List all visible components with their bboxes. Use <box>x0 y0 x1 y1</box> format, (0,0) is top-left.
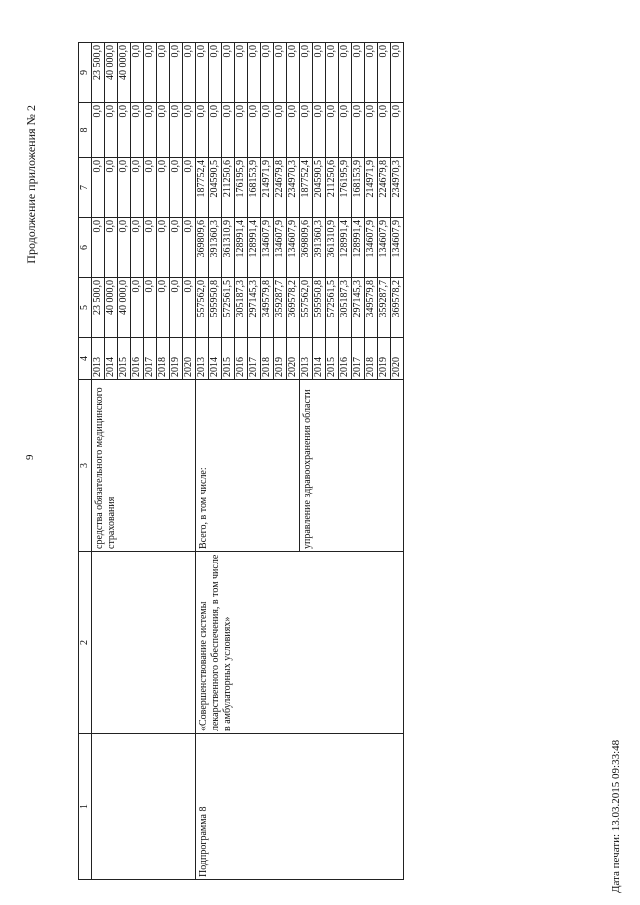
value-cell: 305187,3 <box>235 278 248 338</box>
year-cell: 2013 <box>300 338 313 380</box>
value-cell: 214971,9 <box>365 158 378 218</box>
table-row <box>92 43 105 880</box>
value-cell: 359287,7 <box>378 278 391 338</box>
value-cell: 40 000,0 <box>105 278 118 338</box>
value-cell: 134607,9 <box>261 218 274 278</box>
value-cell: 0,0 <box>339 43 352 103</box>
program-number: Подпрограмма 8 <box>196 734 404 880</box>
value-cell: 595950,8 <box>209 278 222 338</box>
value-cell: 0,0 <box>105 158 118 218</box>
value-cell: 0,0 <box>183 278 196 338</box>
value-cell: 0,0 <box>378 43 391 103</box>
value-cell: 0,0 <box>365 103 378 158</box>
year-cell: 2014 <box>209 338 222 380</box>
value-cell: 0,0 <box>157 158 170 218</box>
budget-table <box>78 42 404 880</box>
total-label: Всего, в том числе: <box>196 380 300 552</box>
year-cell: 2014 <box>105 338 118 380</box>
value-cell: 168153,9 <box>352 158 365 218</box>
value-cell: 211250,6 <box>326 158 339 218</box>
year-cell: 2017 <box>248 338 261 380</box>
value-cell: 134607,9 <box>391 218 404 278</box>
value-cell: 0,0 <box>261 103 274 158</box>
value-cell: 0,0 <box>183 43 196 103</box>
value-cell: 128991,4 <box>248 218 261 278</box>
value-cell: 0,0 <box>326 43 339 103</box>
value-cell: 234970,3 <box>391 158 404 218</box>
column-header-2: 2 <box>79 552 92 734</box>
value-cell: 0,0 <box>157 43 170 103</box>
year-cell: 2018 <box>261 338 274 380</box>
value-cell: 0,0 <box>352 43 365 103</box>
value-cell: 0,0 <box>222 43 235 103</box>
value-cell: 557562,0 <box>196 278 209 338</box>
value-cell: 0,0 <box>391 103 404 158</box>
year-cell: 2015 <box>118 338 131 380</box>
value-cell: 0,0 <box>209 103 222 158</box>
year-cell: 2013 <box>92 338 105 380</box>
value-cell: 0,0 <box>300 103 313 158</box>
value-cell: 0,0 <box>118 103 131 158</box>
value-cell: 40 000,0 <box>118 43 131 103</box>
column-header-7: 7 <box>79 158 92 218</box>
year-cell: 2016 <box>339 338 352 380</box>
value-cell: 349579,8 <box>261 278 274 338</box>
column-header-6: 6 <box>79 218 92 278</box>
year-cell: 2017 <box>352 338 365 380</box>
value-cell: 361310,9 <box>222 218 235 278</box>
value-cell: 305187,3 <box>339 278 352 338</box>
value-cell: 0,0 <box>170 158 183 218</box>
value-cell: 0,0 <box>144 103 157 158</box>
year-cell: 2016 <box>235 338 248 380</box>
value-cell: 0,0 <box>326 103 339 158</box>
value-cell: 0,0 <box>313 43 326 103</box>
department-label: управление здравоохранения области <box>300 380 404 552</box>
value-cell: 0,0 <box>183 103 196 158</box>
value-cell: 0,0 <box>183 158 196 218</box>
value-cell: 0,0 <box>131 218 144 278</box>
value-cell: 0,0 <box>235 103 248 158</box>
value-cell: 0,0 <box>170 43 183 103</box>
value-cell: 0,0 <box>105 103 118 158</box>
value-cell: 134607,9 <box>274 218 287 278</box>
year-cell: 2020 <box>183 338 196 380</box>
year-cell: 2015 <box>326 338 339 380</box>
value-cell: 0,0 <box>144 43 157 103</box>
value-cell: 0,0 <box>287 43 300 103</box>
value-cell: 176195,9 <box>339 158 352 218</box>
value-cell: 224679,8 <box>274 158 287 218</box>
value-cell: 0,0 <box>248 43 261 103</box>
value-cell: 23 500,0 <box>92 278 105 338</box>
header-row <box>79 43 92 880</box>
value-cell: 595950,8 <box>313 278 326 338</box>
value-cell: 0,0 <box>144 218 157 278</box>
value-cell: 0,0 <box>170 278 183 338</box>
value-cell: 0,0 <box>248 103 261 158</box>
value-cell: 128991,4 <box>339 218 352 278</box>
value-cell: 349579,8 <box>365 278 378 338</box>
value-cell: 369578,2 <box>287 278 300 338</box>
year-cell: 2013 <box>196 338 209 380</box>
value-cell: 0,0 <box>170 103 183 158</box>
column-header-4: 4 <box>79 338 92 380</box>
value-cell: 234970,3 <box>287 158 300 218</box>
value-cell: 0,0 <box>144 158 157 218</box>
value-cell: 297145,3 <box>352 278 365 338</box>
value-cell: 0,0 <box>183 218 196 278</box>
value-cell: 0,0 <box>196 103 209 158</box>
value-cell: 361310,9 <box>326 218 339 278</box>
year-cell: 2019 <box>274 338 287 380</box>
value-cell: 0,0 <box>157 278 170 338</box>
year-cell: 2020 <box>287 338 300 380</box>
value-cell: 0,0 <box>352 103 365 158</box>
value-cell: 204590,5 <box>209 158 222 218</box>
value-cell: 391360,3 <box>209 218 222 278</box>
column-header-5: 5 <box>79 278 92 338</box>
value-cell: 187752,4 <box>300 158 313 218</box>
value-cell: 0,0 <box>144 278 157 338</box>
value-cell: 369809,6 <box>300 218 313 278</box>
table-row <box>196 43 209 880</box>
value-cell: 134607,9 <box>287 218 300 278</box>
value-cell: 0,0 <box>170 218 183 278</box>
value-cell: 134607,9 <box>365 218 378 278</box>
year-cell: 2014 <box>313 338 326 380</box>
value-cell: 0,0 <box>391 43 404 103</box>
value-cell: 0,0 <box>287 103 300 158</box>
value-cell: 204590,5 <box>313 158 326 218</box>
value-cell: 0,0 <box>300 43 313 103</box>
value-cell: 0,0 <box>131 43 144 103</box>
value-cell: 0,0 <box>261 43 274 103</box>
value-cell: 134607,9 <box>378 218 391 278</box>
value-cell: 0,0 <box>196 43 209 103</box>
value-cell: 176195,9 <box>235 158 248 218</box>
value-cell: 214971,9 <box>261 158 274 218</box>
value-cell: 40 000,0 <box>118 278 131 338</box>
value-cell: 224679,8 <box>378 158 391 218</box>
value-cell: 0,0 <box>274 103 287 158</box>
funding-source: средства обязательного медицинского страхования <box>92 380 196 552</box>
year-cell: 2019 <box>170 338 183 380</box>
value-cell: 0,0 <box>235 43 248 103</box>
value-cell: 187752,4 <box>196 158 209 218</box>
year-cell: 2017 <box>144 338 157 380</box>
value-cell: 572561,5 <box>222 278 235 338</box>
value-cell: 0,0 <box>131 278 144 338</box>
value-cell: 23 500,0 <box>92 43 105 103</box>
value-cell: 0,0 <box>157 103 170 158</box>
value-cell: 369809,6 <box>196 218 209 278</box>
column-header-9: 9 <box>79 43 92 103</box>
value-cell: 128991,4 <box>352 218 365 278</box>
value-cell: 0,0 <box>339 103 352 158</box>
value-cell: 0,0 <box>92 218 105 278</box>
appendix-title: Продолжение приложения № 2 <box>24 105 38 264</box>
column-header-3: 3 <box>79 380 92 552</box>
year-cell: 2016 <box>131 338 144 380</box>
value-cell: 0,0 <box>209 43 222 103</box>
value-cell: 128991,4 <box>235 218 248 278</box>
value-cell: 0,0 <box>118 218 131 278</box>
value-cell: 40 000,0 <box>105 43 118 103</box>
value-cell: 0,0 <box>378 103 391 158</box>
value-cell: 359287,7 <box>274 278 287 338</box>
value-cell: 0,0 <box>157 218 170 278</box>
empty-cell <box>92 552 196 734</box>
column-header-1: 1 <box>79 734 92 880</box>
value-cell: 211250,6 <box>222 158 235 218</box>
value-cell: 0,0 <box>365 43 378 103</box>
value-cell: 0,0 <box>105 218 118 278</box>
value-cell: 391360,3 <box>313 218 326 278</box>
program-name: «Совершенствование системы лекарственного обеспечения, в том числе в амбулаторных условиях» <box>196 552 404 734</box>
year-cell: 2018 <box>365 338 378 380</box>
year-cell: 2018 <box>157 338 170 380</box>
page-number: 9 <box>24 454 36 460</box>
value-cell: 0,0 <box>118 158 131 218</box>
value-cell: 168153,9 <box>248 158 261 218</box>
value-cell: 0,0 <box>131 103 144 158</box>
value-cell: 0,0 <box>92 158 105 218</box>
value-cell: 0,0 <box>131 158 144 218</box>
value-cell: 0,0 <box>274 43 287 103</box>
print-date: Дата печати: 13.03.2015 09:33:48 <box>610 739 622 893</box>
year-cell: 2020 <box>391 338 404 380</box>
value-cell: 572561,5 <box>326 278 339 338</box>
year-cell: 2015 <box>222 338 235 380</box>
value-cell: 369578,2 <box>391 278 404 338</box>
value-cell: 0,0 <box>92 103 105 158</box>
value-cell: 0,0 <box>313 103 326 158</box>
column-header-8: 8 <box>79 103 92 158</box>
empty-cell <box>92 734 196 880</box>
year-cell: 2019 <box>378 338 391 380</box>
value-cell: 0,0 <box>222 103 235 158</box>
value-cell: 297145,3 <box>248 278 261 338</box>
value-cell: 557562,0 <box>300 278 313 338</box>
